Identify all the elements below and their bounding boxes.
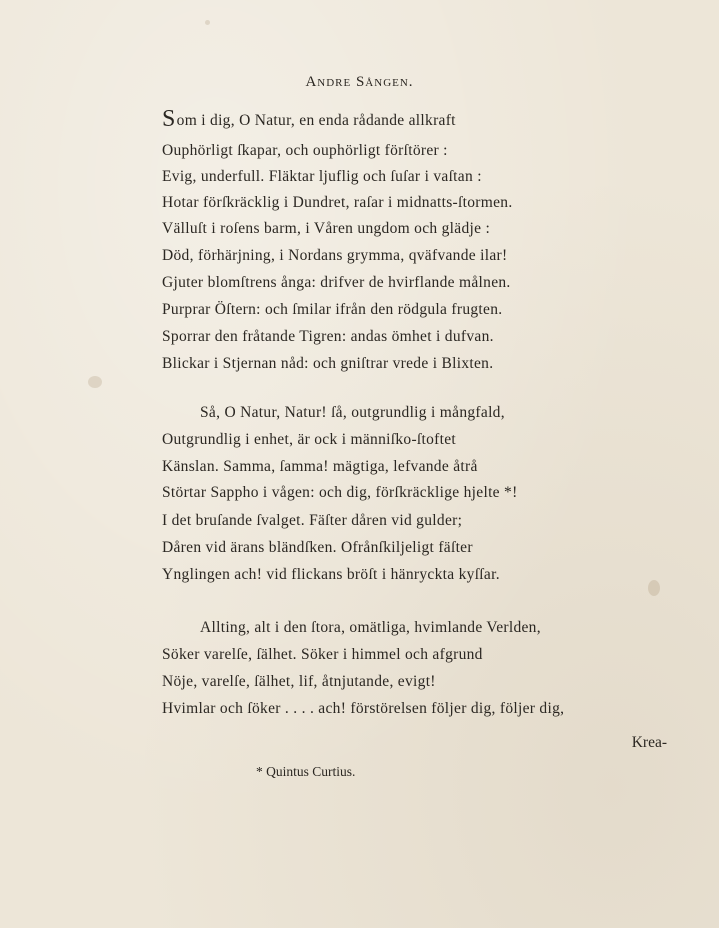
poem-line: Ynglingen ach! vid flickans bröſt i hänryckta kyſſar. — [162, 566, 500, 583]
footnote: * Quintus Curtius. — [256, 764, 356, 779]
poem-line: I det bruſande ſvalget. Fäſter dåren vid gulder; — [162, 512, 463, 529]
poem-line: Välluſt i roſens barm, i Våren ungdom och glädje : — [162, 220, 491, 237]
poem-line: Outgrundlig i enhet, är ock i männiſko-ſtoftet — [162, 431, 457, 448]
poem-line: Hvimlar och ſöker . . . . ach! förstörelsen följer dig, följer dig, — [162, 700, 565, 717]
poem-line: Ouphörligt ſkapar, och ouphörligt förſtörer : — [162, 142, 448, 159]
poem-line: Hotar förſkräcklig i Dundret, raſar i midnatts-ſtormen. — [162, 194, 513, 211]
foxing-spot — [205, 20, 210, 25]
foxing-spot — [648, 580, 660, 596]
section-heading: Andre Sången. — [305, 74, 414, 90]
poem-line: Som i dig, O Natur, en enda rådande allkraft — [162, 106, 456, 132]
poem-line: Gjuter blomſtrens ånga: drifver de hvirflande målnen. — [162, 274, 511, 291]
poem-line: Söker varelſe, ſälhet. Söker i himmel och afgrund — [162, 646, 483, 663]
poem-line: Störtar Sappho i vågen: och dig, förſkräcklige hjelte *! — [162, 484, 518, 501]
poem-line: Sporrar den fråtande Tigren: andas ömhet i dufvan. — [162, 328, 494, 345]
poem-line: Blickar i Stjernan nåd: och gniſtrar vrede i Blixten. — [162, 355, 494, 372]
poem-line: Så, O Natur, Natur! ſå, outgrundlig i mångfald, — [200, 404, 505, 421]
poem-line: Evig, underfull. Fläktar ljuflig och ſuſar i vaſtan : — [162, 168, 482, 185]
poem-line: Känslan. Samma, ſamma! mägtiga, lefvande åtrå — [162, 458, 478, 475]
catchword: Krea- — [631, 734, 667, 751]
poem-line: Dåren vid ärans bländſken. Ofrånſkiljeligt fäſter — [162, 539, 473, 556]
poem-line: Nöje, varelſe, ſälhet, lif, åtnjutande, evigt! — [162, 673, 436, 690]
foxing-spot — [88, 376, 102, 388]
poem-line: Död, förhärjning, i Nordans grymma, qväfvande ilar! — [162, 247, 508, 264]
drop-cap: S — [162, 106, 176, 132]
poem-line: Purprar Öſtern: och ſmilar ifrån den rödgula frugten. — [162, 301, 503, 318]
poem-line: Allting, alt i den ſtora, omätliga, hvimlande Verlden, — [200, 619, 541, 636]
